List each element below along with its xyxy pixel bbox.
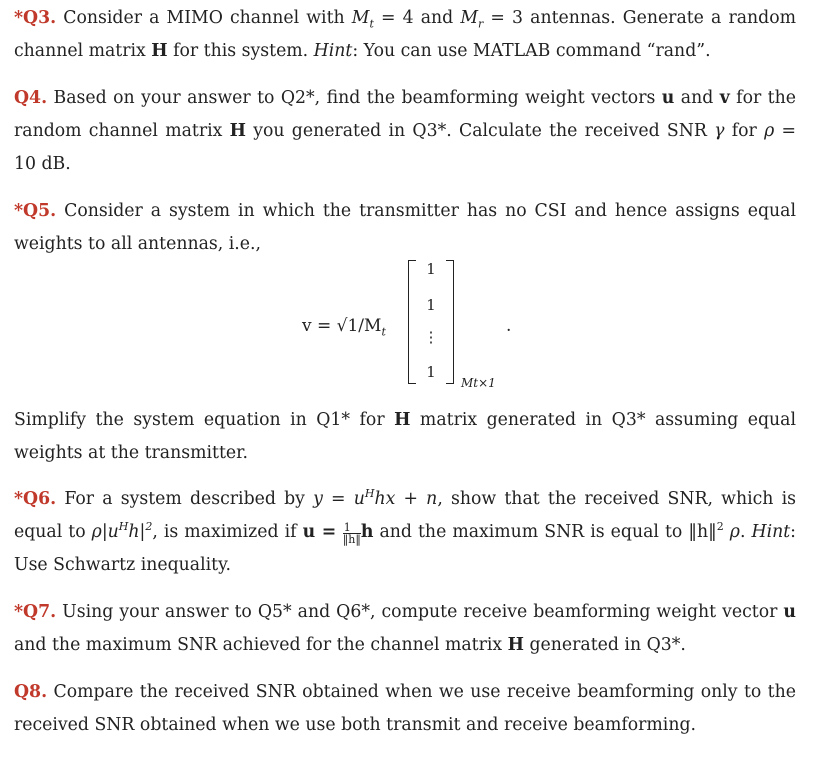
q7-text-1: Using your answer to Q5* and Q6*, compute receive beamforming weight vector (56, 602, 784, 622)
q7-u: u (783, 602, 796, 622)
q6-text-3: , is maximized if (152, 522, 303, 542)
q5-text-3: matrix generated in Q3* assuming equal weights at the transmitter. (14, 410, 797, 463)
question-q3 (14, 2, 796, 68)
q4-text-4: for (724, 121, 765, 141)
q8-text-1: Compare the received SNR obtained when we use receive beamforming only to the received SNR obtained when we use both transmit and receive beamforming. (14, 682, 796, 735)
question-q6 (14, 483, 796, 582)
q3-text-1: Consider a MIMO channel with (56, 8, 352, 28)
q7-H: H (507, 635, 524, 655)
q5-text-2: Simplify the system equation in Q1* for (14, 410, 395, 430)
q3-text-4: for this system. (167, 41, 314, 61)
q5-continuation (14, 404, 796, 470)
q5-equation (0, 258, 819, 393)
question-q4 (14, 82, 796, 181)
q6-eq-1: $y = u^Hhx + n$ (313, 487, 438, 509)
q4-rho: ρ (764, 121, 775, 141)
question-q5 (14, 195, 796, 261)
q5-eq-lhs: $v = √1/M_t$ (302, 316, 386, 339)
q5-matrix-size: Mt×1 (461, 376, 496, 390)
q6-eq-3: u = (302, 522, 343, 542)
matrix-cell: 1 (426, 363, 436, 381)
q6-eq-2: $\rho|u^Hh|^2$ (91, 520, 153, 542)
q6-eq-4: ‖h‖$^2$ ρ (688, 520, 740, 542)
q8-label: Q8. (14, 682, 48, 702)
q3-text-5: : You can use MATLAB command “rand”. (352, 41, 711, 61)
question-q8 (14, 676, 796, 742)
q6-label: *Q6. (14, 489, 57, 509)
q4-label: Q4. (14, 88, 48, 108)
q6-text-2: , show that the received SNR, which is equal to (14, 489, 796, 542)
q7-text-3: generated in Q3*. (523, 635, 686, 655)
q4-gamma: γ (714, 121, 725, 141)
q5-H: H (394, 410, 411, 430)
q4-text-5: = 10 dB. (14, 121, 796, 174)
q6-text-4: and the maximum SNR is equal to (373, 522, 689, 542)
q5-text-1: Consider a system in which the transmitter has no CSI and hence assigns equal weights to all antennas, i.e., (14, 201, 796, 254)
q5-eq-end: . (506, 316, 512, 336)
matrix-cell: 1 (426, 260, 436, 278)
q3-text-3: = 3 antennas. Generate a random channel matrix (14, 8, 796, 61)
q4-H: H (229, 121, 246, 141)
q6-text-1: For a system described by (56, 489, 314, 509)
q3-label: *Q3. (14, 8, 57, 28)
q4-and: and (674, 88, 720, 108)
q3-H: H (151, 41, 168, 61)
question-q7 (14, 596, 796, 662)
q5-label: *Q5. (14, 201, 57, 221)
q4-v: v (719, 88, 730, 108)
q4-u: u (661, 88, 675, 108)
matrix-cell: ⋮ (423, 328, 439, 346)
q6-text-6: : Use Schwartz inequality. (14, 522, 796, 575)
q6-fraction: $\frac{1}{‖h‖}$ (342, 521, 361, 546)
q5-matrix (408, 258, 454, 386)
q7-text-2: and the maximum SNR achieved for the channel matrix (14, 635, 508, 655)
q6-text-5: . (739, 522, 752, 542)
q4-text-1: Based on your answer to Q2*, find the beamforming weight vectors (47, 88, 662, 108)
q6-eq-3b: h (360, 522, 374, 542)
q3-mr: $M_r$ (460, 8, 484, 31)
q7-label: *Q7. (14, 602, 57, 622)
q4-text-3: you generated in Q3*. Calculate the received SNR (245, 121, 715, 141)
q3-hint: Hint (313, 41, 353, 61)
matrix-cell: 1 (426, 296, 436, 314)
q6-hint: Hint (751, 522, 791, 542)
q3-text-2: = 4 and (373, 8, 461, 28)
q4-text-2: for the random channel matrix (14, 88, 796, 141)
q3-mt: $M_t$ (351, 8, 374, 31)
